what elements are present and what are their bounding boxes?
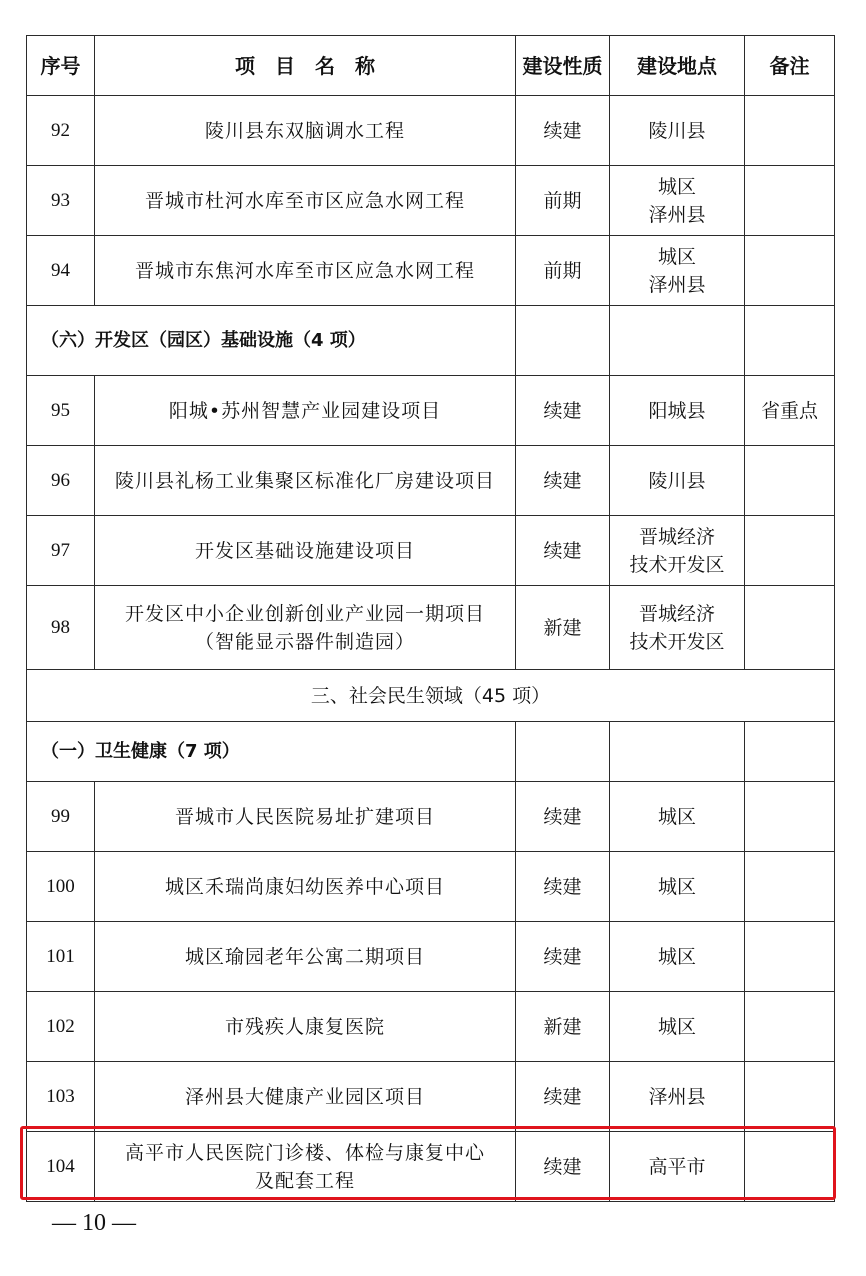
section-row [27,306,835,376]
major-section-title: 三、社会民生领域（45 项） [27,670,835,722]
row-nature: 前期 [516,166,610,236]
row-location [610,446,745,516]
row-nature: 续建 [516,376,610,446]
empty-cell [610,722,745,782]
row-nature: 续建 [516,1132,610,1202]
major-section-row [27,670,835,722]
table-row [27,922,835,992]
header-nature: 建设性质 [516,36,610,96]
header-no: 序号 [27,36,95,96]
project-table [26,35,835,1202]
location-line: 陵川县 [648,469,706,492]
row-location [610,586,745,670]
section-title: （一）卫生健康（7 项） [27,722,516,782]
row-nature: 续建 [516,922,610,992]
table-row [27,852,835,922]
row-remark [745,586,835,670]
row-name [95,586,516,670]
row-location [610,376,745,446]
row-name: 市残疾人康复医院 [95,992,516,1062]
name-line: （智能显示器件制造园） [194,630,415,653]
row-remark [745,782,835,852]
row-remark [745,446,835,516]
empty-cell [516,306,610,376]
row-name: 开发区基础设施建设项目 [95,516,516,586]
row-location [610,1132,745,1202]
row-remark [745,852,835,922]
row-remark [745,992,835,1062]
row-remark [745,236,835,306]
row-no: 99 [27,782,95,852]
row-name: 晋城市东焦河水库至市区应急水网工程 [95,236,516,306]
row-name: 城区禾瑞尚康妇幼医养中心项目 [95,852,516,922]
location-line: 高平市 [648,1155,706,1178]
row-no: 104 [27,1132,95,1202]
row-remark [745,166,835,236]
location-line: 城区 [657,805,696,828]
empty-cell [745,306,835,376]
row-nature: 前期 [516,236,610,306]
table-row [27,96,835,166]
row-remark [745,516,835,586]
empty-cell [610,306,745,376]
row-no: 100 [27,852,95,922]
location-line: 城区 [657,245,696,268]
row-no: 95 [27,376,95,446]
row-no: 97 [27,516,95,586]
table-row [27,516,835,586]
row-name: 泽州县大健康产业园区项目 [95,1062,516,1132]
row-no: 101 [27,922,95,992]
row-location [610,516,745,586]
page-number: — 10 — [52,1210,136,1236]
row-no: 102 [27,992,95,1062]
table-row [27,586,835,670]
row-remark [745,96,835,166]
location-line: 城区 [657,945,696,968]
section-row [27,722,835,782]
row-name: 阳城•苏州智慧产业园建设项目 [95,376,516,446]
table-row [27,236,835,306]
row-location [610,992,745,1062]
location-line: 阳城县 [648,399,706,422]
table-row [27,446,835,516]
row-nature: 续建 [516,852,610,922]
row-name: 陵川县东双脑调水工程 [95,96,516,166]
row-nature: 新建 [516,992,610,1062]
location-line: 晋城经济 [638,602,715,625]
empty-cell [745,722,835,782]
row-no: 94 [27,236,95,306]
row-location [610,922,745,992]
name-line: 开发区中小企业创新创业产业园一期项目 [124,602,485,625]
row-location [610,236,745,306]
row-nature: 续建 [516,446,610,516]
header-location: 建设地点 [610,36,745,96]
header-row [27,36,835,96]
row-no: 103 [27,1062,95,1132]
row-no: 93 [27,166,95,236]
location-line: 城区 [657,875,696,898]
row-location [610,852,745,922]
table-row [27,782,835,852]
row-nature: 续建 [516,1062,610,1132]
table-row-highlighted [27,1132,835,1202]
location-line: 晋城经济 [638,525,715,548]
row-nature: 续建 [516,782,610,852]
row-no: 96 [27,446,95,516]
table-row [27,376,835,446]
row-remark [745,1062,835,1132]
name-line: 及配套工程 [254,1169,355,1192]
row-location [610,96,745,166]
row-nature: 续建 [516,96,610,166]
row-location [610,1062,745,1132]
location-line: 城区 [657,175,696,198]
empty-cell [516,722,610,782]
header-name: 项 目 名 称 [95,36,516,96]
row-remark [745,922,835,992]
name-line: 高平市人民医院门诊楼、体检与康复中心 [124,1141,485,1164]
location-line: 城区 [657,1015,696,1038]
row-nature: 续建 [516,516,610,586]
row-location [610,166,745,236]
row-remark: 省重点 [745,376,835,446]
location-line: 泽州县 [648,1085,706,1108]
header-remark: 备注 [745,36,835,96]
location-line: 泽州县 [648,203,706,226]
location-line: 泽州县 [648,273,706,296]
row-no: 92 [27,96,95,166]
table-row [27,1062,835,1132]
row-location [610,782,745,852]
row-name: 城区瑜园老年公寓二期项目 [95,922,516,992]
row-nature: 新建 [516,586,610,670]
location-line: 技术开发区 [629,553,725,576]
section-title: （六）开发区（园区）基础设施（4 项） [27,306,516,376]
row-name: 晋城市杜河水库至市区应急水网工程 [95,166,516,236]
row-no: 98 [27,586,95,670]
location-line: 技术开发区 [629,630,725,653]
row-name: 晋城市人民医院易址扩建项目 [95,782,516,852]
location-line: 陵川县 [648,119,706,142]
table-row [27,166,835,236]
table-row [27,992,835,1062]
row-name: 陵川县礼杨工业集聚区标准化厂房建设项目 [95,446,516,516]
row-name [95,1132,516,1202]
row-remark [745,1132,835,1202]
